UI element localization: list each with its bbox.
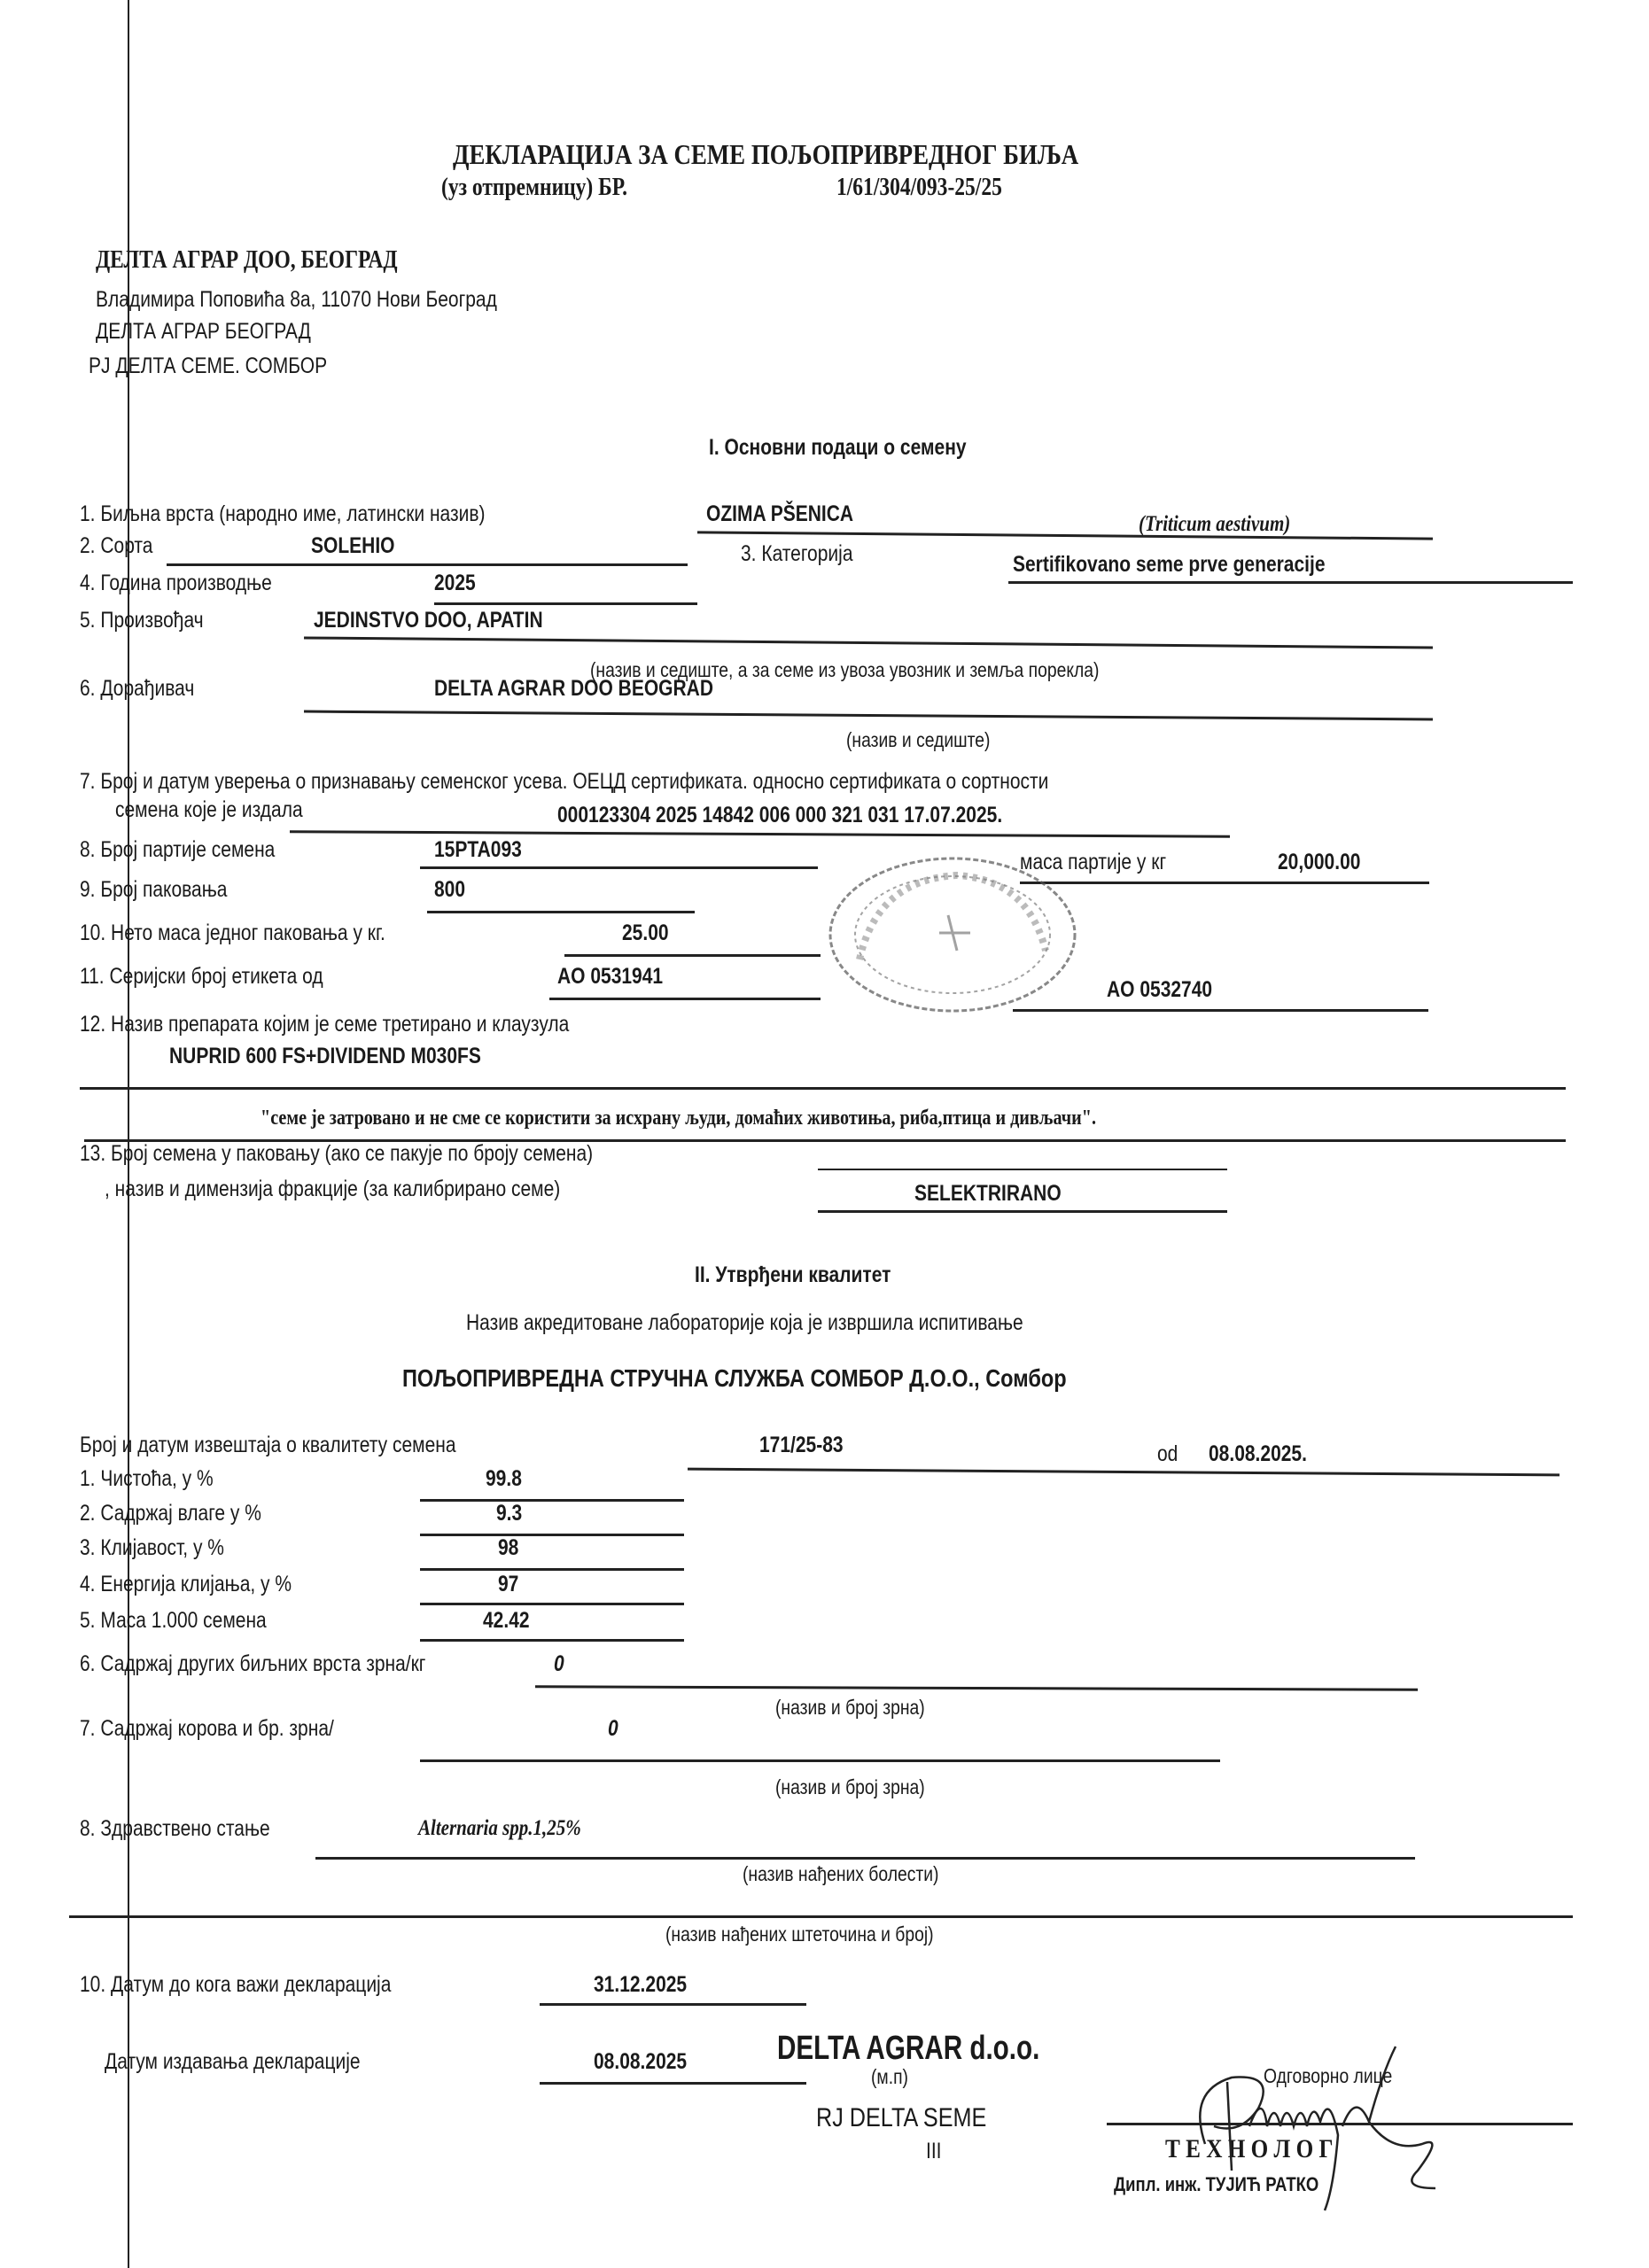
q10-label: 10. Датум до кога важи декларација xyxy=(80,1972,392,1997)
issuer-name: ДЕЛТА АГРАР ДОО, БЕОГРАД xyxy=(96,246,398,274)
q7-note: (назив и број зрна) xyxy=(775,1775,925,1798)
field13-label: 13. Број семена у паковању (ако се пакује по броју семена) xyxy=(80,1141,594,1166)
field10-value: 25.00 xyxy=(622,920,669,945)
report-number: 171/25-83 xyxy=(759,1433,844,1457)
issuer-line3: РЈ ДЕЛТА СЕМЕ. СОМБОР xyxy=(89,353,328,378)
underline xyxy=(549,998,821,1000)
underline xyxy=(564,954,821,957)
quality-label: 5. Маса 1.000 семена xyxy=(80,1608,267,1633)
quality-label: 4. Енергија клијања, у % xyxy=(80,1572,292,1596)
underline xyxy=(315,1857,1415,1860)
underline xyxy=(167,563,688,566)
issuer-line2: ДЕЛТА АГРАР БЕОГРАД xyxy=(96,319,311,344)
issuer-address: Владимира Поповића 8а, 11070 Нови Београд xyxy=(96,287,497,312)
field11-from: AO 0531941 xyxy=(557,964,664,989)
field12-clause: "семе је затровано и не сме се користити за исхрану људи, домаћих животиња, риба,птица и дивљачи". xyxy=(261,1107,1097,1130)
field9-label: 9. Број паковања xyxy=(80,877,228,902)
q9-note: (назив нађених штеточина и број) xyxy=(665,1922,934,1946)
stamp-line3: III xyxy=(926,2139,942,2163)
field8-label: 8. Број партије семена xyxy=(80,837,276,862)
underline xyxy=(427,911,695,913)
underline xyxy=(290,830,1230,838)
field1-value: OZIMA PŠENICA xyxy=(706,501,854,526)
underline xyxy=(304,711,1433,721)
underline xyxy=(420,1603,684,1605)
field12-label: 12. Назив препарата којим је семе третирано и клаузула xyxy=(80,1012,570,1037)
field8-value: 15PTA093 xyxy=(434,837,522,862)
underline xyxy=(688,1468,1560,1477)
q6-label: 6. Садржај других биљних врста зрна/кг xyxy=(80,1651,426,1676)
field7-value: 000123304 2025 14842 006 000 321 031 17.07.2025. xyxy=(557,803,1003,827)
quality-value: 42.42 xyxy=(483,1608,530,1633)
underline xyxy=(540,2082,806,2085)
divider xyxy=(69,1915,1573,1918)
field12-value: NUPRID 600 FS+DIVIDEND M030FS xyxy=(169,1044,481,1068)
underline xyxy=(818,1169,1227,1170)
underline xyxy=(420,1534,684,1536)
field4-value: 2025 xyxy=(434,571,476,595)
lab-label: Назив акредитоване лабораторије која је извршила испитивање xyxy=(466,1310,1023,1335)
lab-name: ПОЉОПРИВРЕДНА СТРУЧНА СЛУЖБА СОМБОР Д.О.О., Сомбор xyxy=(402,1364,1067,1392)
field7-label: 7. Број и датум уверења о признавању семенског усева. ОЕЦД сертификата. односно сертификата о сортности xyxy=(80,769,1049,794)
signature-role: Т Е Х Н О Л О Г xyxy=(1165,2134,1334,2163)
q8-label: 8. Здравствено стање xyxy=(80,1816,270,1841)
field10-label: 10. Нето маса једног паковања у кг. xyxy=(80,920,385,945)
responsible-label: Одговорно лице xyxy=(1264,2064,1393,2087)
field6-label: 6. Дорађивач xyxy=(80,676,195,701)
quality-label: 3. Клијавост, у % xyxy=(80,1535,224,1560)
section1-title: I. Основни подаци о семену xyxy=(709,435,967,460)
section2-title: II. Утврђени квалитет xyxy=(695,1262,891,1287)
field3-label: 3. Категорија xyxy=(741,541,853,566)
issue-value: 08.08.2025 xyxy=(594,2049,688,2074)
underline xyxy=(434,602,697,605)
underline xyxy=(420,866,818,869)
underline xyxy=(535,1685,1418,1690)
underline xyxy=(540,2003,806,2006)
underline xyxy=(420,1499,684,1502)
q8-note: (назив нађених болести) xyxy=(743,1862,939,1885)
field2-value: SOLEHIO xyxy=(311,533,395,558)
field1-latin: (Triticum aestivum) xyxy=(1139,512,1291,536)
report-label: Број и датум извештаја о квалитету семена xyxy=(80,1433,456,1457)
field6-value: DELTA AGRAR DOO BEOGRAD xyxy=(434,676,713,701)
quality-value: 97 xyxy=(498,1572,519,1596)
stamp-line1: DELTA AGRAR d.o.o. xyxy=(777,2030,1040,2067)
q6-value: 0 xyxy=(554,1651,564,1676)
field4-label: 4. Година производње xyxy=(80,571,272,595)
field1-label: 1. Биљна врста (народно име, латински назив) xyxy=(80,501,486,526)
underline xyxy=(1020,882,1429,884)
field11-to: AO 0532740 xyxy=(1107,977,1213,1002)
field6-note: (назив и седиште) xyxy=(846,728,991,751)
field5-note: (назив и седиште, а за семе из увоза увозник и земља порекла) xyxy=(590,658,1100,681)
field9-value: 800 xyxy=(434,877,466,902)
q7-label: 7. Садржај корова и бр. зрна/ xyxy=(80,1716,334,1741)
field11-label: 11. Серијски број етикета од xyxy=(80,964,323,989)
issue-label: Датум издавања декларације xyxy=(105,2049,361,2074)
stamp-mp: (м.п) xyxy=(871,2065,908,2088)
quality-value: 9.3 xyxy=(496,1501,523,1526)
quality-label: 2. Садржај влаге у % xyxy=(80,1501,261,1526)
underline xyxy=(420,1568,684,1571)
q8-value: Alternaria spp.1,25% xyxy=(418,1816,581,1840)
quality-value: 98 xyxy=(498,1535,519,1560)
round-stamp xyxy=(824,853,1081,1017)
quality-value: 99.8 xyxy=(486,1466,522,1491)
document-number: 1/61/304/093-25/25 xyxy=(836,174,1002,201)
underline xyxy=(420,1639,684,1642)
field13-label2: , назив и димензија фракције (за калибрирано семе) xyxy=(105,1177,561,1201)
q7-value: 0 xyxy=(608,1716,618,1741)
field7-label2: семена које је издала xyxy=(115,797,303,822)
stamp-line2: RJ DELTA SEME xyxy=(816,2103,987,2132)
field8b-label: маса партије у кг xyxy=(1020,850,1167,874)
field3-value: Sertifikovano seme prve generacije xyxy=(1013,552,1326,577)
q10-value: 31.12.2025 xyxy=(594,1972,688,1997)
handwritten-signature xyxy=(1178,2038,1471,2215)
field5-value: JEDINSTVO DOO, APATIN xyxy=(314,608,543,633)
q6-note: (назив и број зрна) xyxy=(775,1696,925,1719)
document-title: ДЕКЛАРАЦИЈА ЗА СЕМЕ ПОЉОПРИВРЕДНОГ БИЉА xyxy=(453,138,1079,170)
underline xyxy=(420,1759,1220,1762)
quality-label: 1. Чистоћа, у % xyxy=(80,1466,214,1491)
divider xyxy=(80,1087,1566,1090)
underline xyxy=(304,636,1433,649)
report-date: 08.08.2025. xyxy=(1209,1441,1307,1466)
signature-name: Дипл. инж. ТУЈИЋ РАТКО xyxy=(1114,2173,1319,2195)
field13-value: SELEKTRIRANO xyxy=(914,1181,1062,1206)
field2-label: 2. Сорта xyxy=(80,533,153,558)
underline xyxy=(818,1210,1227,1213)
field5-label: 5. Произвођач xyxy=(80,608,204,633)
underline xyxy=(1008,581,1573,584)
report-od: od xyxy=(1157,1441,1178,1466)
field8b-value: 20,000.00 xyxy=(1278,850,1361,874)
underline xyxy=(697,531,1433,540)
document-subtitle: (уз отпремницу) БР. xyxy=(441,174,628,201)
